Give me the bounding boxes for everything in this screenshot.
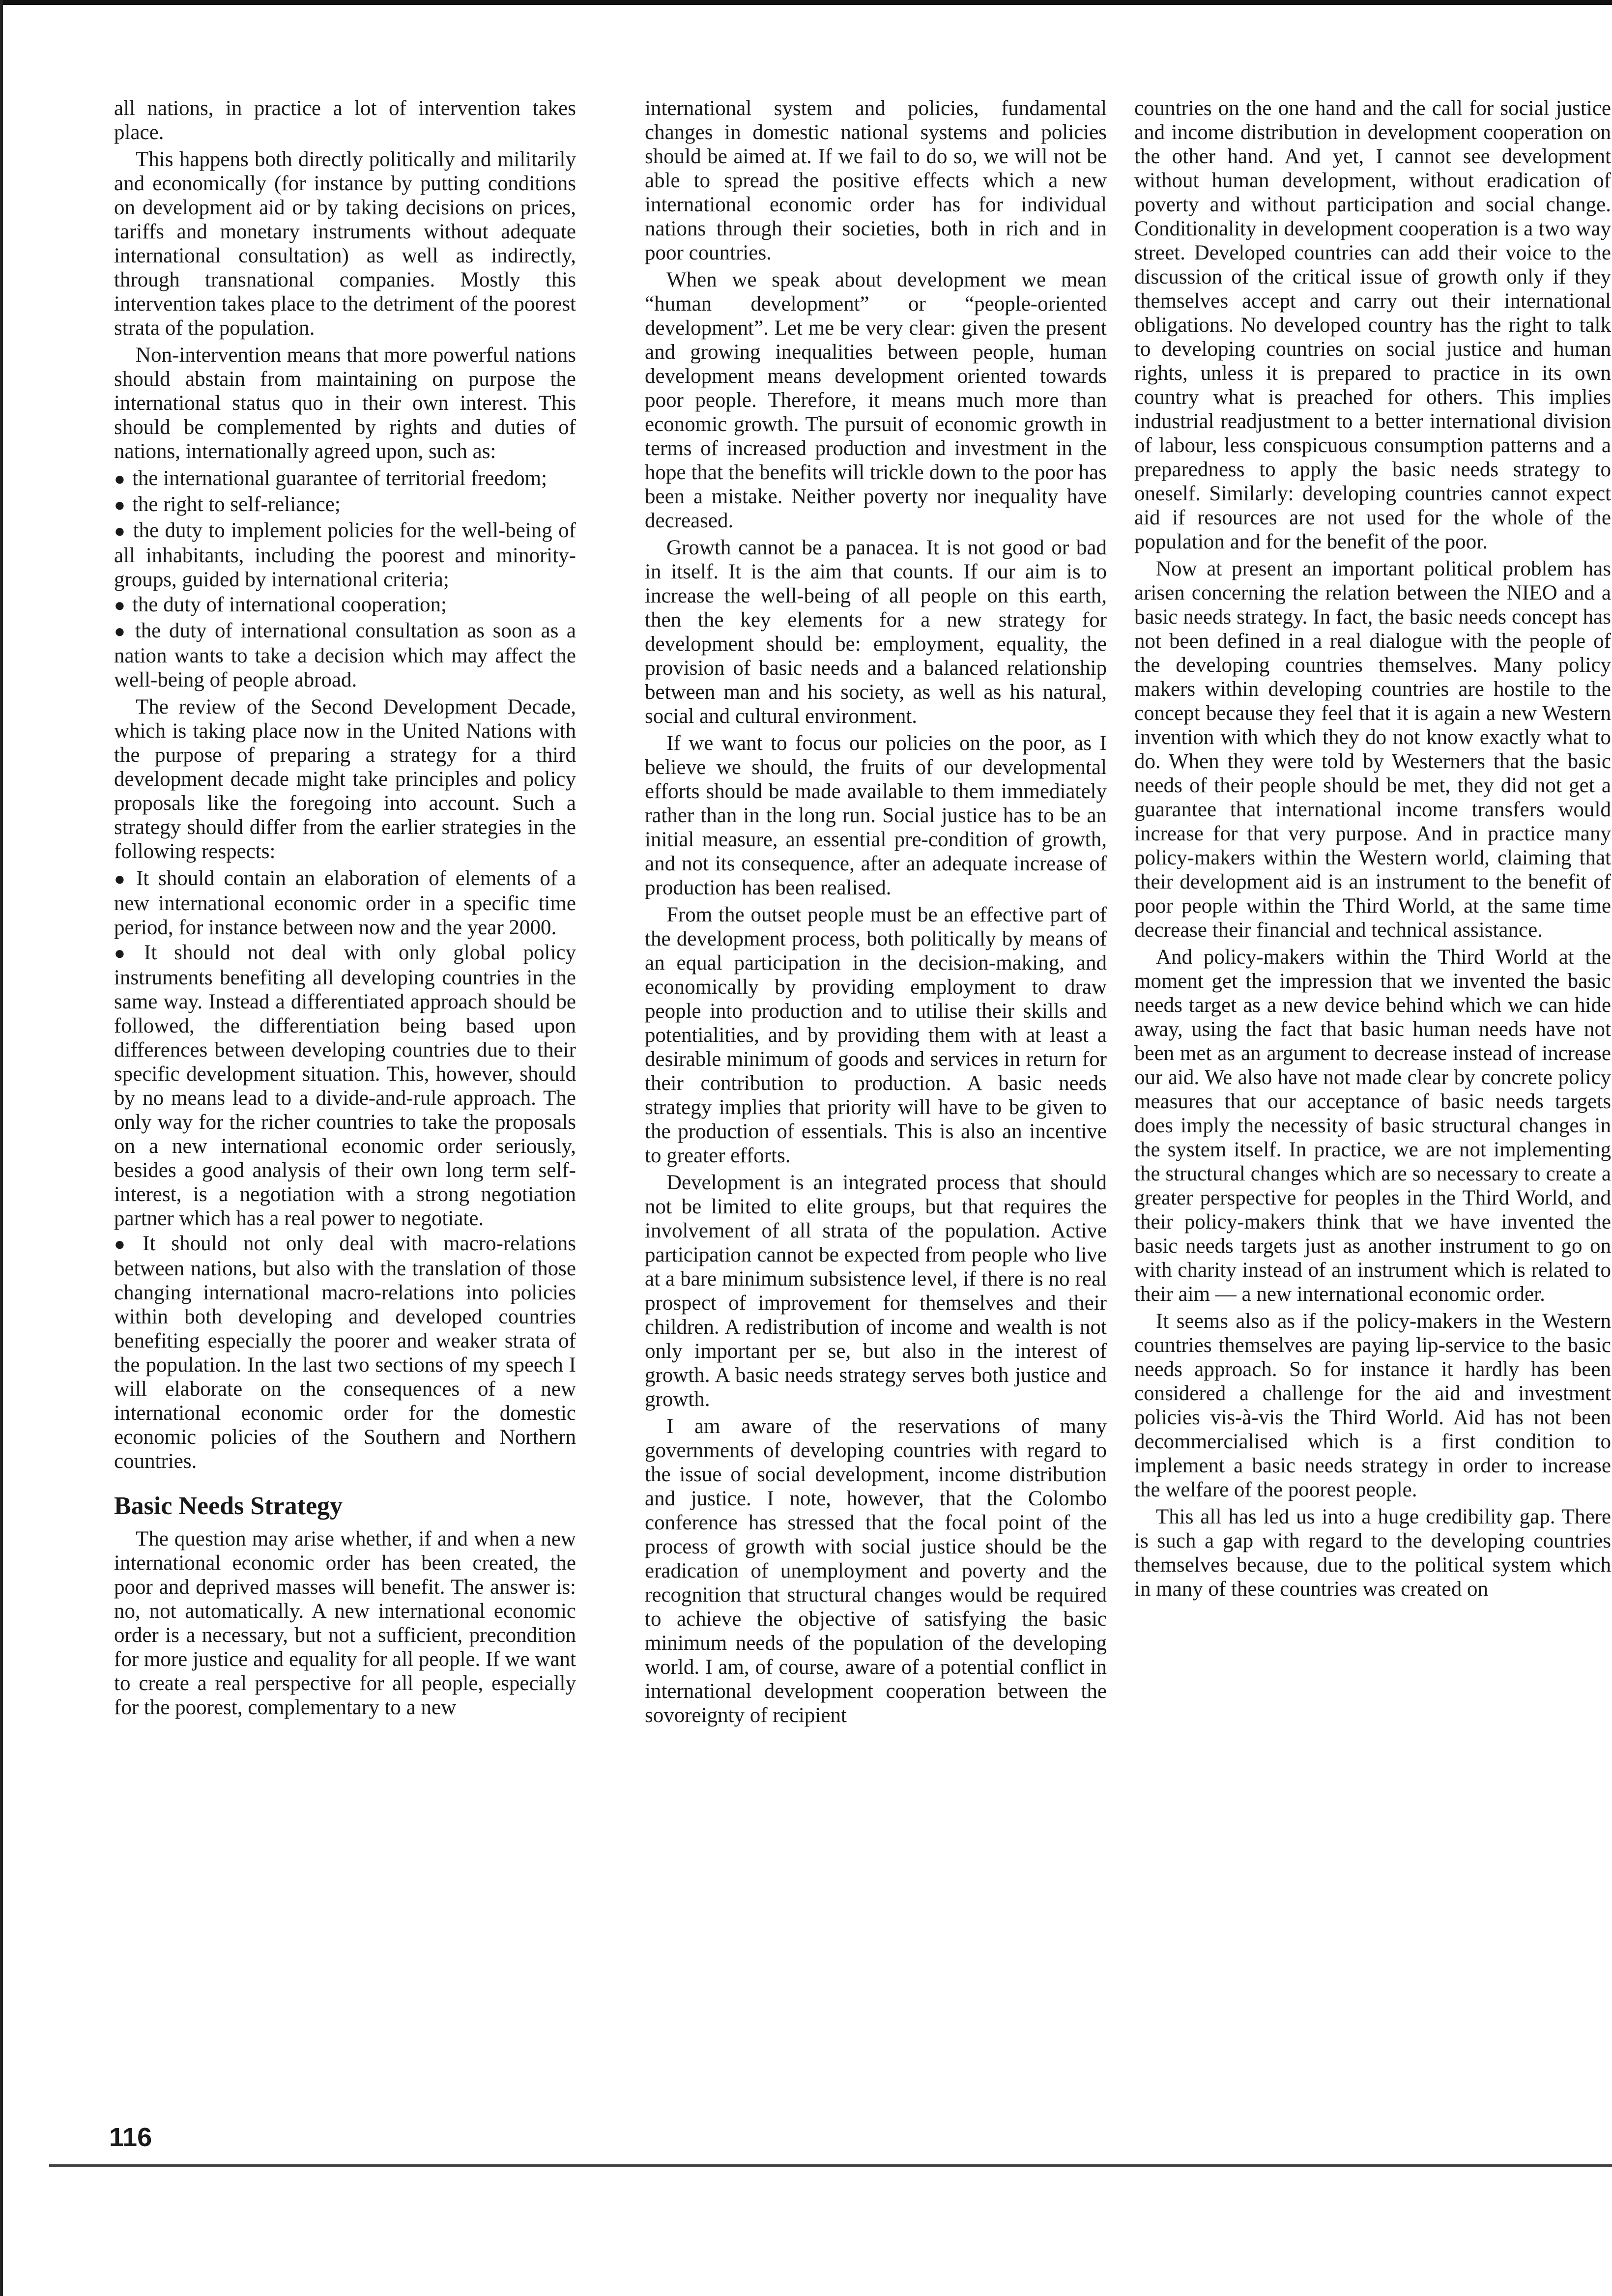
top-rule — [0, 0, 1612, 5]
column-1 — [114, 96, 576, 1722]
paragraph: And policy-makers within the Third World at the moment get the impression that we invented the basic needs target as a new device behind which we can hide away, using the fact that basic human needs have not been met as an argument to decrease instead of increase our aid. We also have not made clear by concrete policy measures that our acceptance of basic needs targets does imply the necessity of basic structural changes in the system itself. In practice, we are not implementing the structural changes which are so necessary to create a greater perspective for peoples in the Third World, and their policy-makers think that we have invented the basic needs targets just as another instrument to go on with charity instead of an instrument which is related to their aim — a new international economic order. — [1134, 946, 1611, 1306]
paragraph: This happens both directly politically and militarily and economically (for instance by putting conditions on development aid or by taking decisions on prices, tariffs and monetary instruments without adequate international consultation) as well as indirectly, through transnational companies. Mostly this intervention takes place to the detriment of the poorest strata of the population. — [114, 148, 576, 340]
bullet-icon: ● — [114, 521, 126, 542]
list-item: ● It should not only deal with macro-relations between nations, but also with the translation of those changing international macro-relations into policies within both developing and developed countries benefiting especially the poorer and weaker strata of the population. In the last two sections of my speech I will elaborate on the consequences of a new international economic order for the domestic economic policies of the Southern and Northern countries. — [114, 1232, 576, 1473]
paragraph: all nations, in practice a lot of intervention takes place. — [114, 97, 576, 144]
bullet-list — [114, 866, 576, 1473]
list-item: ● It should contain an elaboration of elements of a new international economic order in a specific time period, for instance between now and the year 2000. — [114, 867, 576, 939]
paragraph: When we speak about development we mean “human development” or “people-oriented development”. Let me be very clear: given the present and growing inequalities between people, human development means development oriented towards poor people. Therefore, it means much more than economic growth. The pursuit of economic growth in terms of increased production and investment in the hope that the benefits will trickle down to the poor has been a mistake. Neither poverty nor inequality have decreased. — [645, 268, 1107, 532]
bullet-icon: ● — [114, 869, 129, 890]
bullet-icon: ● — [114, 495, 125, 516]
paragraph: Growth cannot be a panacea. It is not good or bad in itself. It is the aim that counts. If our aim is to increase the well-being of all people on this earth, then the key elements for a new strategy for development should be: employment, equality, the provision of basic needs and a balanced relationship between man and his society, as well as his natural, social and cultural environment. — [645, 536, 1107, 728]
list-item: ● the international guarantee of territorial freedom; — [114, 467, 547, 490]
list-item: ● the right to self-reliance; — [114, 493, 341, 516]
paragraph: It seems also as if the policy-makers in the Western countries themselves are paying lip-service to the basic needs approach. So for instance it hardly has been considered a challenge for the aid and investment policies vis-à-vis the Third World. Aid has not been decommercialised which is a first condition to implement a basic needs strategy in order to increase the welfare of the poorest people. — [1134, 1310, 1611, 1501]
paragraph: Development is an integrated process that should not be limited to elite groups, but that requires the involvement of all strata of the population. Active participation cannot be expected from people who live at a bare minimum subsistence level, if there is no real prospect of improvement for themselves and their children. A redistribution of income and wealth is not only important per se, but also in the interest of growth. A basic needs strategy serves both justice and growth. — [645, 1171, 1107, 1411]
paragraph: If we want to focus our policies on the poor, as I believe we should, the fruits of our developmental efforts should be made available to them immediately rather than in the long run. Social justice has to be an initial measure, an essential pre-condition of growth, and not its consequence, after an adequate increase of production has been realised. — [645, 732, 1107, 899]
bullet-icon: ● — [114, 595, 125, 616]
list-item: ● the duty to implement policies for the well-being of all inhabitants, including the poorest and minority-groups, guided by international criteria; — [114, 519, 576, 591]
paragraph: Now at present an important political problem has arisen concerning the relation between the NIEO and a basic needs strategy. In fact, the basic needs concept has not been defined in a real dialogue with the people of the developing countries themselves. Many policy makers within developing countries are hostile to the concept because they feel that it is again a new Western invention with which they do not know exactly what to do. When they were told by Westerners that the basic needs of their people should be met, they did not get a guarantee that international income transfers would increase for that very purpose. And in practice many policy-makers within the Western world, claiming that their development aid is an instrument to the benefit of poor people within the Third World, at the same time decrease their financial and technical assistance. — [1134, 557, 1611, 942]
left-edge-shadow — [0, 0, 3, 2296]
paragraph: countries on the one hand and the call for social justice and income distribution in development cooperation on the other hand. And yet, I cannot see development without human development, without eradication of poverty and without participation and social change. Conditionality in development cooperation is a two way street. Developed countries can add their voice to the discussion of the critical issue of growth only if they themselves accept and carry out their international obligations. No developed country has the right to talk to developing countries on social justice and human rights, unless it is prepared to practice in its own country what is preached for others. This implies industrial readjustment to a better international division of labour, less conspicuous consumption patterns and a preparedness to apply the basic needs strategy to oneself. Similarly: developing countries cannot expect aid if resources are not used for the whole of the population and for the benefit of the poor. — [1134, 97, 1611, 553]
list-item: ● the duty of international consultation as soon as a nation wants to take a decision which may affect the well-being of people abroad. — [114, 619, 576, 691]
bullet-icon: ● — [114, 943, 138, 964]
bullet-icon: ● — [114, 469, 125, 489]
paragraph: international system and policies, fundamental changes in domestic national systems and policies should be aimed at. If we fail to do so, we will not be able to spread the positive effects which a new international economic order has for individual nations through their societies, both in rich and in poor countries. — [645, 97, 1107, 264]
bottom-rule — [49, 2164, 1612, 2167]
column-2 — [645, 96, 1107, 1730]
bullet-icon: ● — [114, 1234, 136, 1255]
paragraph: I am aware of the reservations of many governments of developing countries with regard to the issue of social development, income distribution and justice. I note, however, that the Colombo conference has stressed that the focal point of the process of growth with social justice should be the eradication of unemployment and poverty and the recognition that structural changes would be required to achieve the objective of satisfying the basic minimum needs of the population of the developing world. I am, of course, aware of a potential conflict in international development cooperation between the sovoreignty of recipient — [645, 1415, 1107, 1727]
paragraph: This all has led us into a huge credibility gap. There is such a gap with regard to the developing countries themselves because, due to the political system which in many of these countries was created on — [1134, 1505, 1611, 1601]
bullet-list — [114, 466, 576, 692]
paragraph: The review of the Second Development Decade, which is taking place now in the United Nations with the purpose of preparing a strategy for a third development decade might take principles and policy proposals like the foregoing into account. Such a strategy should differ from the earlier strategies in the following respects: — [114, 695, 576, 863]
paragraph: Non-intervention means that more powerful nations should abstain from maintaining on purpose the international status quo in their own interest. This should be complemented by rights and duties of nations, internationally agreed upon, such as: — [114, 344, 576, 463]
paragraph: The question may arise whether, if and when a new international economic order has been created, the poor and deprived masses will benefit. The answer is: no, not automatically. A new international economic order is a necessary, but not a sufficient, precondition for more justice and equality for all people. If we want to create a real perspective for all people, especially for the poorest, complementary to a new — [114, 1527, 576, 1719]
column-3 — [1134, 96, 1611, 1604]
section-heading: Basic Needs Strategy — [114, 1492, 343, 1520]
list-item: ● the duty of international cooperation; — [114, 593, 447, 616]
bullet-icon: ● — [114, 621, 128, 642]
page-number: 116 — [109, 2123, 152, 2152]
list-item: ● It should not deal with only global policy instruments benefiting all developing countries in the same way. Instead a differentiated approach should be followed, the differentiation being based upon differences between developing countries due to their specific development situation. This, however, should by no means lead to a divide-and-rule approach. The only way for the richer countries to take the proposals on a new international economic order seriously, besides a good analysis of their own long term self-interest, is a negotiation with a strong negotiation partner which has a real power to negotiate. — [114, 941, 576, 1230]
paragraph: From the outset people must be an effective part of the development process, both politically by means of an equal participation in the decision-making, and economically by providing employment to draw people into production and to utilise their skills and potentialities, and by providing them with at least a desirable minimum of goods and services in return for their contribution to production. A basic needs strategy implies that priority will have to be given to the production of essentials. This is also an incentive to greater efforts. — [645, 903, 1107, 1167]
